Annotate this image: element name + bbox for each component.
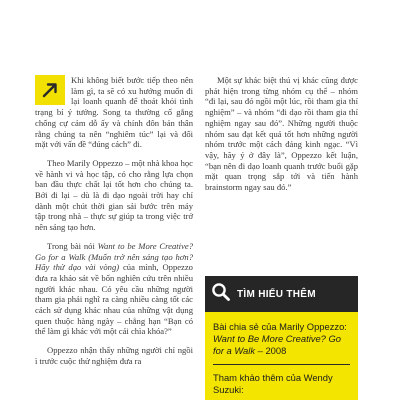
left-column [35, 75, 193, 375]
reference-oppezzo-year: – 2008 [255, 345, 287, 356]
right-column [205, 75, 358, 201]
reference-suzuki: Tham khảo thêm của Wendy Suzuki: [213, 372, 333, 395]
reference-divider [213, 364, 350, 365]
body-paragraph-difference: Một sự khác biệt thú vị khác cũng được phát hiện trong từng nhóm cụ thể – nhóm “đi lại, sau đó ngồi một lúc, rồi tham gia thí nghiệm” – và nhóm “đi dạo rồi tham gia thí nghiệm ngay sau đó”. Những người thuộc nhóm sau đạt kết quả tốt hơn những người nhóm trước một cách đáng kinh ngạc. “Vì vậy, hãy ý ở đây là”, Oppezzo kết luận, “bạn nên đi dạo loanh quanh trước buổi gặp mặt quan trọng sắp tới và tiến hành brainstorm ngay sau đó.” [205, 75, 358, 193]
further-reading-header [205, 276, 358, 312]
body-paragraph-findings: Oppezzo nhận thấy những người chỉ ngồi ì trước cuộc thử nghiệm đưa ra [35, 345, 193, 366]
intro-paragraph [35, 75, 193, 150]
body-paragraph-talk [35, 241, 193, 337]
arrow-up-right-icon [35, 75, 65, 105]
search-icon [211, 282, 231, 307]
reference-oppezzo-title: Want to Be More Creative? Go for a Walk [213, 333, 342, 356]
reference-oppezzo-lead: Bài chia sẻ của Marily Oppezzo: [213, 321, 347, 332]
further-reading-title: TÌM HIỂU THÊM [237, 288, 316, 300]
talk-lead: Trong bài nói [47, 240, 98, 251]
talk-title: Want to be More Creative? Go for a Walk (Muốn trở nên sáng tạo hơn? Hãy thử dạo vài vòng) [35, 240, 193, 273]
talk-rest: của mình, Oppezzo đưa ra khảo sát về bốn nghiên cứu trên nhiều người khác nhau. Có yêu cầu những người tham gia phải nghĩ ra càng nhiều càng tốt các cách sử dụng khác nhau của những vật dụng quen thuộc hàng ngày – chẳng hạn “Bạn có thể làm gì khác với một cái chìa khóa?” [35, 262, 193, 337]
reference-oppezzo [213, 321, 350, 357]
intro-text: Khi không biết bước tiếp theo nên làm gì, ta sẽ có xu hướng muốn đi lại loanh quanh để thoát khỏi tình trạng bí ý tưởng. Song ta thường cố gắng chống cự cảm dỗ ấy và chính đôn bản thân rằng chúng ta nên “nghiêm túc” lại và đối mặt với vấn đề “đúng cách” đi. [35, 75, 193, 150]
further-reading-box [205, 276, 358, 400]
further-reading-body [205, 312, 358, 396]
body-paragraph-oppezzo: Theo Marily Oppezzo – một nhà khoa học về hành vi và học tập, có cho rằng lựa chọn ban đầu thực chất lại tốt hơn cho chúng ta. Bởi đi lại – dù là đi dạo ngoài trời hay chỉ dành một chút thời gian sải bước trên máy tập trong nhà – thực sự giúp ta trong việc trở nên sáng tạo hơn. [35, 157, 193, 233]
